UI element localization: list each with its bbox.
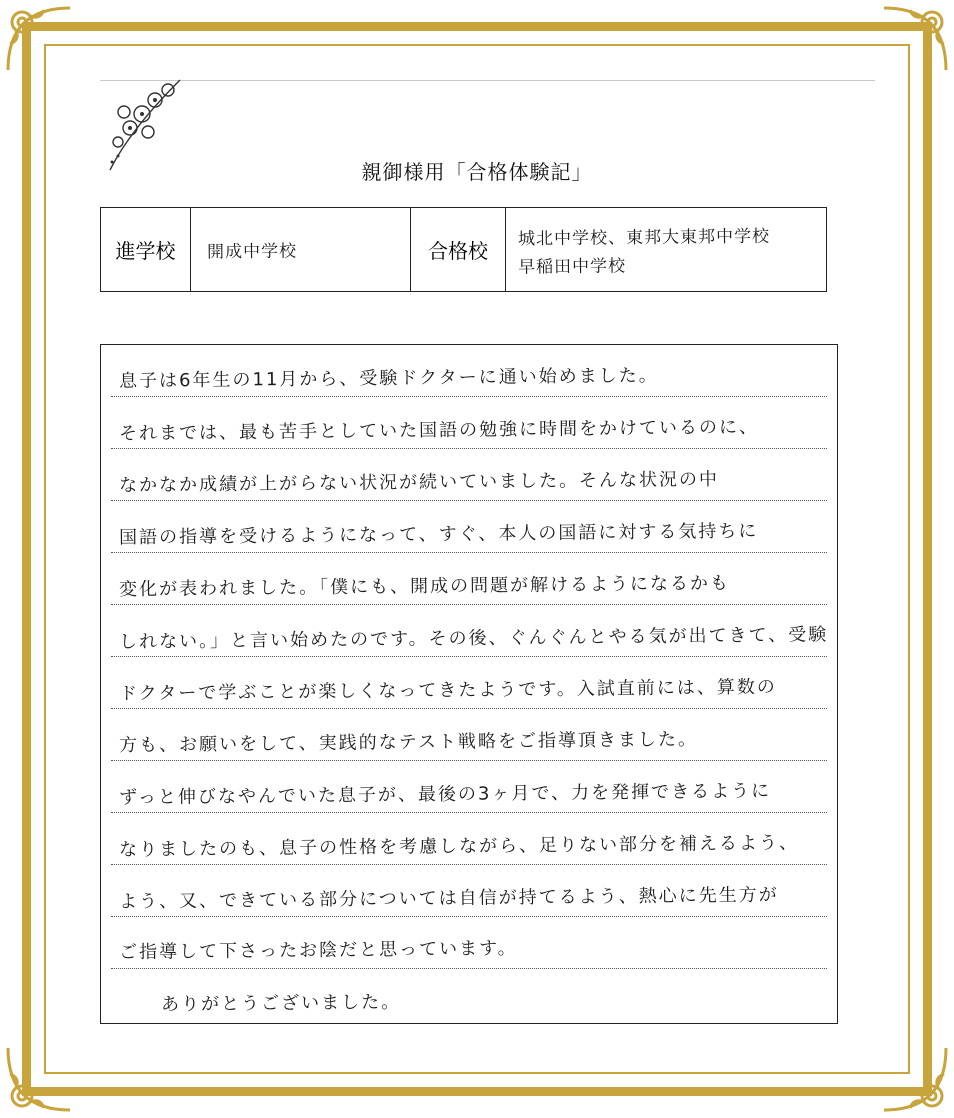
essay-line bbox=[111, 449, 827, 501]
passed-value-line-2: 早稲田中学校 bbox=[517, 255, 627, 278]
essay-line bbox=[111, 761, 827, 813]
essay-text: ずっと伸びなやんでいた息子が、最後の3ヶ月で、力を発揮できるように bbox=[118, 780, 772, 809]
document-title: 親御様用「合格体験記」 bbox=[361, 160, 593, 184]
essay-line bbox=[111, 605, 827, 657]
corner-ornament-icon bbox=[874, 0, 954, 80]
essay-line bbox=[111, 917, 827, 969]
essay-line bbox=[111, 553, 827, 605]
essay-line bbox=[111, 865, 827, 917]
essay-text: それまでは、最も苦手としていた国語の勉強に時間をかけているのに、 bbox=[118, 416, 760, 445]
essay-line bbox=[111, 345, 827, 397]
essay-text: 変化が表われました。「僕にも、開成の問題が解けるようになるかも bbox=[118, 572, 731, 601]
essay-text: よう、又、できている部分については自信が持てるよう、熱心に先生方が bbox=[118, 884, 779, 913]
essay-text: ドクターで学ぶことが楽しくなってきたようです。入試直前には、算数の bbox=[118, 676, 777, 705]
essay-text: 方も、お願いをして、実践的なテスト戦略をご指導頂きました。 bbox=[118, 728, 699, 757]
corner-ornament-icon bbox=[874, 1038, 954, 1118]
essay-text: ご指導して下さったお陰だと思っています。 bbox=[118, 937, 518, 964]
essay-line bbox=[111, 657, 827, 709]
essay-line bbox=[111, 501, 827, 553]
essay-text: 息子は6年生の11月から、受験ドクターに通い始めました。 bbox=[118, 365, 659, 392]
essay-text: ありがとうございました。 bbox=[160, 991, 402, 1016]
essay-text: なりましたのも、息子の性格を考慮しながら、足りない部分を補えるよう、 bbox=[118, 832, 800, 861]
essay-line bbox=[111, 813, 827, 865]
passed-label: 合格校 bbox=[411, 208, 506, 291]
essay-text: しれない。」と言い始めたのです。その後、ぐんぐんとやる気が出てきて、受験 bbox=[118, 624, 829, 653]
school-table bbox=[100, 207, 827, 292]
passed-cell bbox=[506, 208, 826, 291]
essay-line bbox=[111, 397, 827, 449]
essay-text: 国語の指導を受けるようになって、すぐ、本人の国語に対する気持ちに bbox=[118, 520, 759, 549]
corner-ornament-icon bbox=[0, 0, 80, 80]
enrolled-value: 開成中学校 bbox=[206, 241, 298, 263]
essay-text: なかなか成績が上がらない状況が続いていました。そんな状況の中 bbox=[118, 468, 720, 497]
header-rule bbox=[100, 80, 875, 81]
essay-line bbox=[111, 969, 827, 1021]
enrolled-cell bbox=[191, 208, 411, 291]
corner-ornament-icon bbox=[0, 1038, 80, 1118]
essay-box bbox=[100, 344, 838, 1024]
enrolled-label: 進学校 bbox=[101, 208, 191, 291]
passed-value-line-1: 城北中学校、東邦大東邦中学校 bbox=[517, 226, 771, 249]
essay-line bbox=[111, 709, 827, 761]
